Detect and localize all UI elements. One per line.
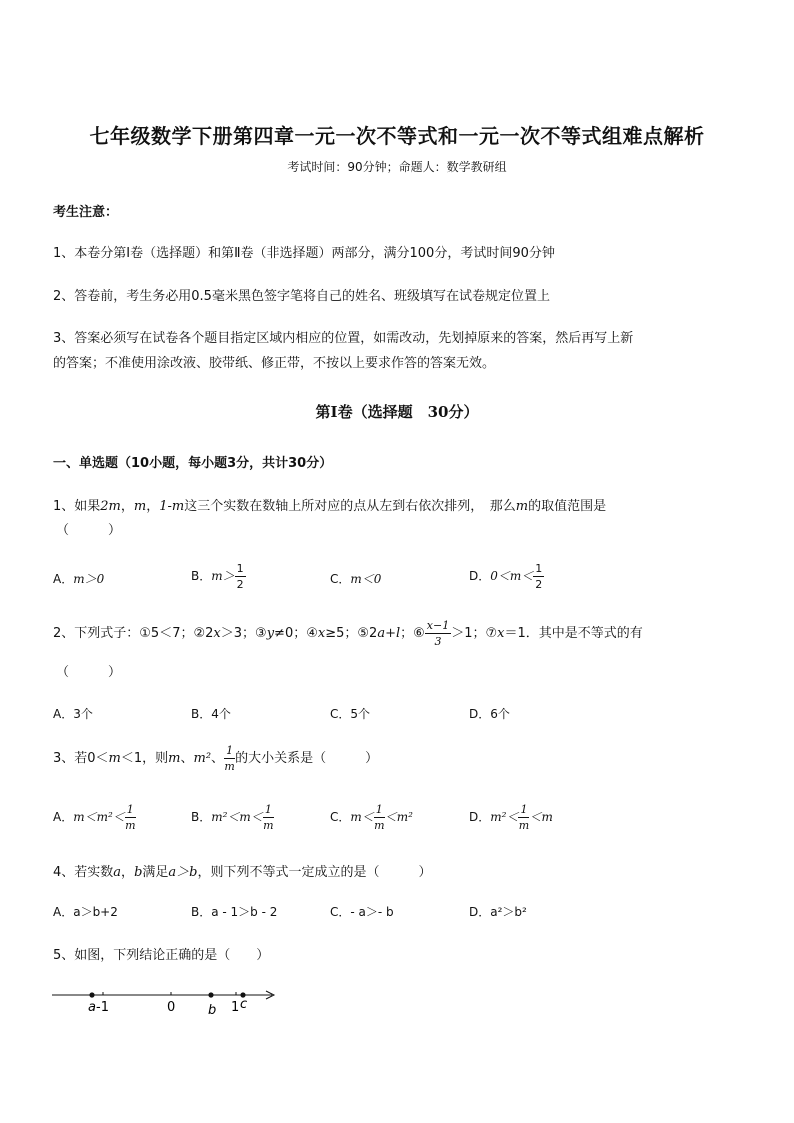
option-letter: D． bbox=[469, 569, 491, 583]
q4-text: ，则下列不等式一定成立的是（ ） bbox=[197, 865, 432, 880]
numerator: x−1 bbox=[426, 619, 450, 632]
q3-var: m bbox=[168, 751, 181, 766]
option-letter: D． bbox=[469, 810, 491, 824]
q2-text: ；⑥ bbox=[400, 626, 425, 641]
q2-var: x bbox=[317, 626, 326, 641]
question-3-stem bbox=[53, 745, 378, 772]
q4-option-c[interactable]: C．- a＞- b bbox=[330, 905, 394, 919]
q1-option-a[interactable] bbox=[53, 570, 104, 587]
q2-option-a[interactable]: A．3个 bbox=[53, 707, 93, 721]
q4-option-d[interactable]: D．a²＞b² bbox=[469, 905, 527, 919]
fraction bbox=[235, 563, 246, 590]
fraction bbox=[518, 804, 529, 831]
option-letter: A． bbox=[53, 572, 74, 586]
exam-title: 七年级数学下册第四章一元一次不等式和一元一次不等式组难点解析 bbox=[89, 124, 705, 148]
q1-text: 的取值范围是 bbox=[528, 499, 607, 514]
part-heading: 一、单选题（10小题，每小题3分，共计30分） bbox=[53, 456, 333, 471]
q3-var: m bbox=[108, 751, 121, 766]
label-c: c bbox=[240, 997, 248, 1012]
option-letter: B． bbox=[191, 810, 212, 824]
q1-var: 1-m bbox=[159, 499, 185, 514]
notice-item-1: 1、本卷分第Ⅰ卷（选择题）和第Ⅱ卷（非选择题）两部分，满分100分，考试时间90分钟 bbox=[53, 246, 555, 261]
q3-text: 、 bbox=[211, 751, 225, 766]
option-expr: m＞0 bbox=[73, 572, 105, 586]
question-2-stem bbox=[53, 620, 643, 647]
q2-var: y bbox=[266, 626, 275, 641]
label-b: b bbox=[208, 1003, 217, 1018]
q2-option-b[interactable]: B．4个 bbox=[191, 707, 231, 721]
question-1-paren: （ ） bbox=[56, 523, 122, 538]
q3-text: 、 bbox=[180, 751, 194, 766]
q1-text: ， bbox=[146, 499, 160, 514]
option-expr: ＜m² bbox=[384, 810, 413, 824]
label-minus-1: -1 bbox=[96, 1000, 109, 1015]
q2-var: x bbox=[213, 626, 221, 641]
numerator: 1 bbox=[520, 803, 528, 816]
fraction bbox=[425, 620, 451, 647]
label-a: a bbox=[88, 1000, 96, 1015]
option-expr: m²＜m＜ bbox=[211, 810, 263, 824]
fraction bbox=[374, 804, 385, 831]
point-a bbox=[89, 992, 94, 997]
option-letter: C． bbox=[330, 572, 351, 586]
q2-text: ≠0；④ bbox=[274, 626, 318, 641]
q3-option-c[interactable] bbox=[330, 804, 413, 831]
q1-var: 2m bbox=[100, 499, 121, 514]
fraction bbox=[263, 804, 274, 831]
numerator: 1 bbox=[236, 562, 244, 575]
denominator: m bbox=[224, 760, 235, 773]
option-expr: m＞ bbox=[211, 569, 235, 583]
q1-option-d[interactable] bbox=[469, 563, 544, 590]
denominator: 2 bbox=[236, 578, 244, 591]
number-line-figure bbox=[40, 980, 290, 1020]
q2-option-d[interactable]: D．6个 bbox=[469, 707, 510, 721]
q1-option-b[interactable] bbox=[191, 563, 246, 590]
notice-item-2: 2、答卷前，考生务必用0.5毫米黑色签字笔将自己的姓名、班级填写在试卷规定位置上 bbox=[53, 289, 550, 304]
notice-item-3-line-1: 3、答案必须写在试卷各个题目指定区域内相应的位置，如需改动，先划掉原来的答案，然后再写上新 bbox=[53, 331, 634, 346]
option-expr: m²＜ bbox=[490, 810, 519, 824]
q3-text: 3、若0＜ bbox=[53, 751, 109, 766]
q1-option-c[interactable] bbox=[330, 570, 381, 587]
question-4-stem bbox=[53, 861, 432, 880]
q2-text: ＝1．其中是不等式的有 bbox=[504, 626, 643, 641]
q4-var: a bbox=[113, 865, 122, 880]
q1-var: m bbox=[133, 499, 147, 514]
fraction bbox=[533, 563, 544, 590]
q2-option-c[interactable]: C．5个 bbox=[330, 707, 371, 721]
q3-var: m² bbox=[193, 751, 212, 766]
q3-option-b[interactable] bbox=[191, 804, 274, 831]
option-expr: m＜ bbox=[350, 810, 374, 824]
q4-var: b bbox=[134, 865, 143, 880]
option-expr: m＜0 bbox=[350, 572, 382, 586]
numerator: 1 bbox=[264, 803, 272, 816]
option-letter: C． bbox=[330, 810, 351, 824]
q4-option-b[interactable]: B．a - 1＞b - 2 bbox=[191, 905, 278, 919]
label-1: 1 bbox=[231, 1000, 240, 1015]
q2-text: ≥5；⑤2 bbox=[325, 626, 378, 641]
q3-option-d[interactable] bbox=[469, 804, 553, 831]
q4-text: 满足 bbox=[142, 865, 169, 880]
numerator: 1 bbox=[226, 744, 234, 757]
q4-var: a＞b bbox=[168, 865, 198, 880]
q2-text: ＞3；③ bbox=[220, 626, 267, 641]
denominator: m bbox=[518, 819, 530, 832]
q1-text: 这三个实数在数轴上所对应的点从左到右依次排列， 那么 bbox=[184, 499, 516, 514]
denominator: m bbox=[263, 819, 274, 832]
q2-var: a+l bbox=[377, 626, 401, 641]
q4-text: ， bbox=[121, 865, 135, 880]
label-0: 0 bbox=[167, 1000, 176, 1015]
q2-text: 2、下列式子：①5＜7；②2 bbox=[53, 626, 214, 641]
q1-text: 1、如果 bbox=[53, 499, 101, 514]
section-title: 第Ⅰ卷（选择题 30分） bbox=[315, 403, 479, 421]
numerator: 1 bbox=[375, 803, 383, 816]
question-5-stem: 5、如图，下列结论正确的是（ ） bbox=[53, 948, 270, 963]
numerator: 1 bbox=[535, 562, 543, 575]
q3-option-a[interactable] bbox=[53, 804, 136, 831]
notice-heading: 考生注意： bbox=[53, 205, 119, 220]
question-1-stem bbox=[53, 495, 606, 514]
option-letter: B． bbox=[191, 569, 212, 583]
q1-text: ， bbox=[120, 499, 134, 514]
q3-text: 的大小关系是（ ） bbox=[235, 751, 379, 766]
q4-option-a[interactable]: A．a＞b+2 bbox=[53, 905, 118, 919]
numerator: 1 bbox=[126, 803, 134, 816]
question-2-paren: （ ） bbox=[56, 665, 122, 680]
fraction bbox=[224, 745, 235, 772]
denominator: m bbox=[125, 819, 136, 832]
option-expr: 0＜m＜ bbox=[490, 569, 534, 583]
notice-item-3-line-2: 的答案；不准使用涂改液、胶带纸、修正带，不按以上要求作答的答案无效。 bbox=[53, 356, 496, 371]
q1-var: m bbox=[515, 499, 529, 514]
denominator: m bbox=[374, 819, 385, 832]
q3-text: ＜1，则 bbox=[120, 751, 169, 766]
q4-text: 4、若实数 bbox=[53, 865, 114, 880]
denominator: 2 bbox=[535, 578, 543, 591]
exam-subtitle: 考试时间：90分钟；命题人：数学教研组 bbox=[287, 160, 507, 174]
option-expr: ＜m bbox=[529, 810, 553, 824]
point-b bbox=[208, 992, 213, 997]
option-letter: A． bbox=[53, 810, 74, 824]
option-expr: m＜m²＜ bbox=[73, 810, 125, 824]
q2-text: ＞1；⑦ bbox=[451, 626, 498, 641]
denominator: 3 bbox=[434, 635, 442, 648]
fraction bbox=[125, 804, 136, 831]
q2-var: x bbox=[497, 626, 505, 641]
